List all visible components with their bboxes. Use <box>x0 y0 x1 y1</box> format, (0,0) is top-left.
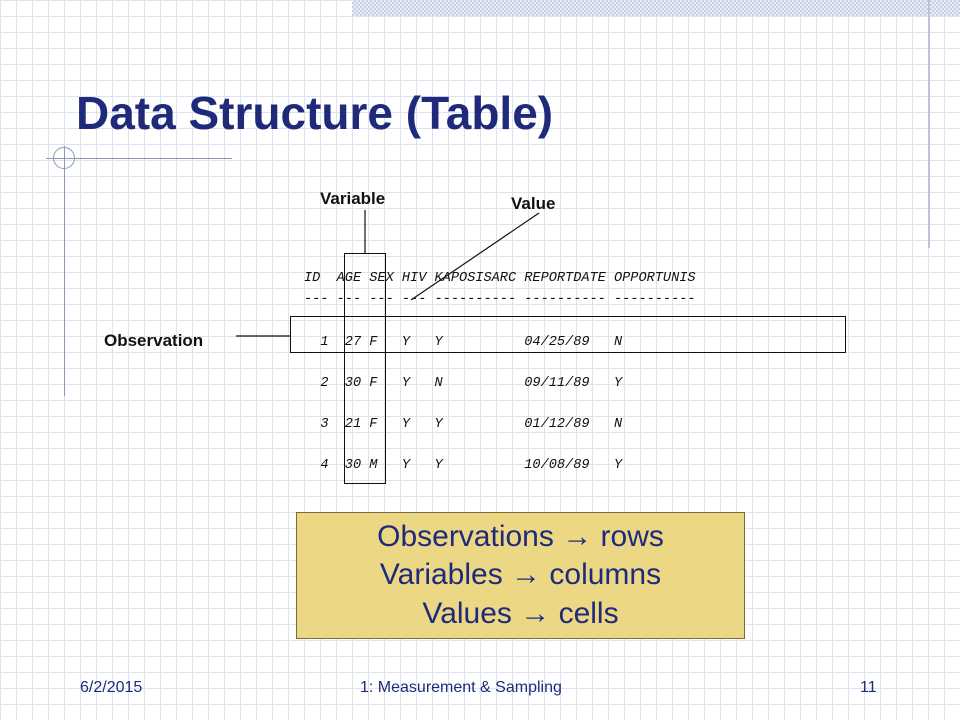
footer-date: 6/2/2015 <box>80 679 143 696</box>
table-row: 3 21 F Y Y 01/12/89 N <box>304 417 623 432</box>
table-row: 4 30 M Y Y 10/08/89 Y <box>304 458 623 473</box>
slide-title: Data Structure (Table) <box>76 87 554 139</box>
table-header-row: ID AGE SEX HIV KAPOSISARC REPORTDATE OPPORTUNIS <box>304 271 696 286</box>
table-row: 2 30 F Y N 09/11/89 Y <box>304 376 623 391</box>
footer-page-number: 11 <box>860 679 877 696</box>
value-label: Value <box>511 194 556 213</box>
value-connector-line <box>411 213 539 300</box>
table-header-divider: --- --- --- --- ---------- ---------- ---------- <box>304 292 696 307</box>
table-row: 1 27 F Y Y 04/25/89 N <box>304 335 623 350</box>
summary-variables: Variables → columns <box>379 558 662 592</box>
variable-label: Variable <box>320 189 386 208</box>
summary-observations: Observations → rows <box>377 520 664 554</box>
summary-values: Values → cells <box>422 596 619 630</box>
observation-label: Observation <box>104 331 204 350</box>
footer-title: 1: Measurement & Sampling <box>360 679 562 696</box>
summary-box <box>296 512 745 639</box>
